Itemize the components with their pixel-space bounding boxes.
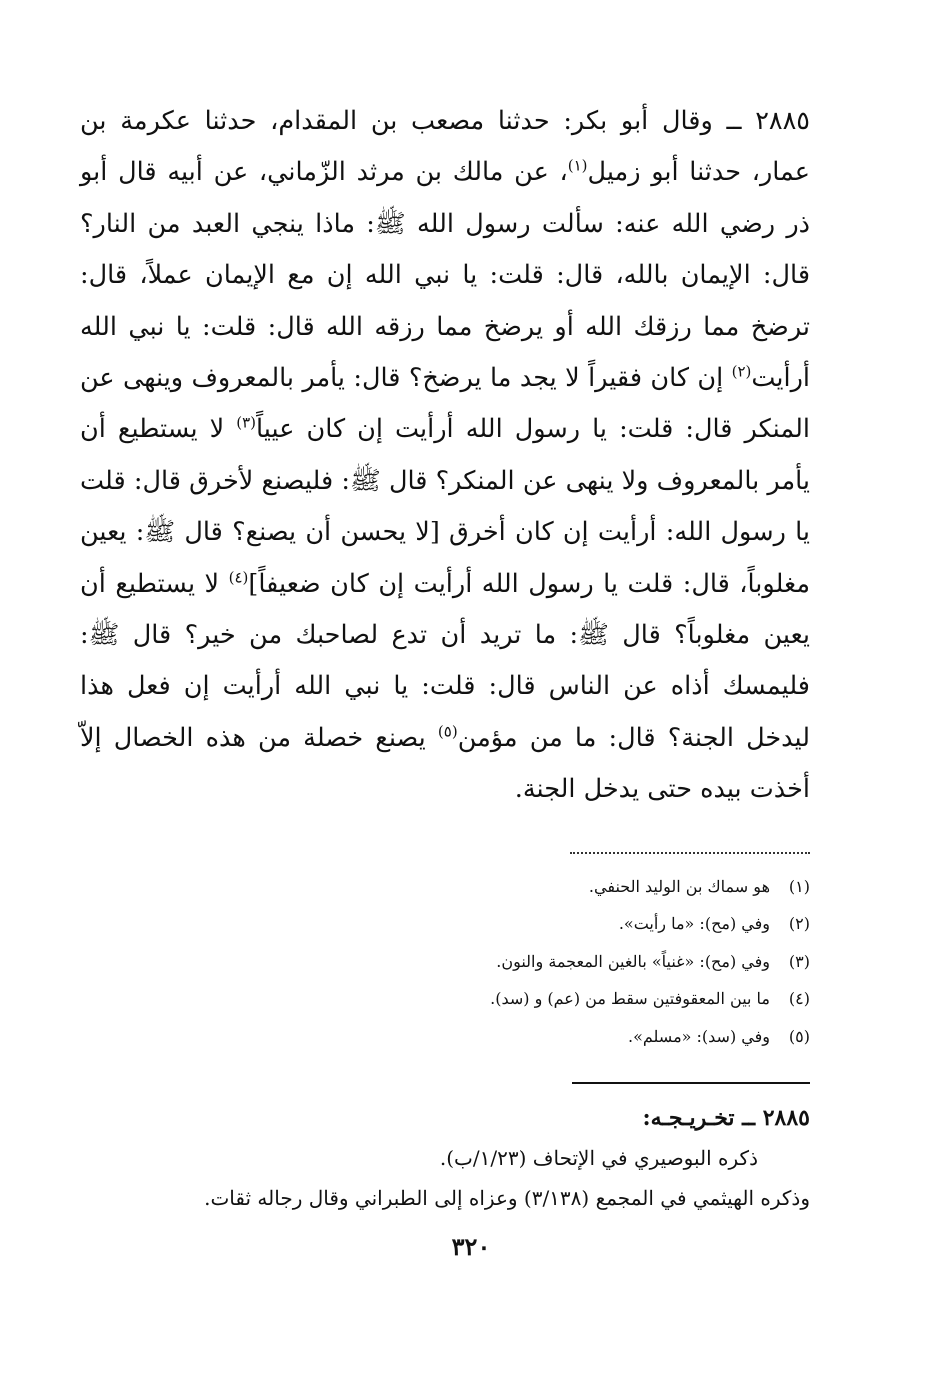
hadith-line: قال أبو ذر رضي الله عنه: سألت رسول الله ﷺ: ماذا ينجي العبد من bbox=[80, 157, 810, 239]
footnote-number: (٤) bbox=[788, 989, 810, 1009]
takhrij-separator bbox=[572, 1082, 810, 1084]
page-number: ٣٢٠ bbox=[451, 1232, 491, 1261]
hadith-line: قال: ترضخ مما رزقك الله أو يرضخ مما رزقه الله قال: قلت: يا نبي الله bbox=[80, 260, 810, 342]
footnote-item bbox=[80, 868, 810, 906]
footnote-separator bbox=[570, 852, 810, 854]
hadith-line: حتى يدخل الجنة. bbox=[514, 774, 692, 805]
footnote-number: (٣) bbox=[788, 951, 810, 971]
footnote-item bbox=[80, 980, 810, 1018]
footnote-number: (١) bbox=[788, 876, 810, 896]
page-content bbox=[80, 96, 810, 1218]
hadith-line: يصنع خصلة من هذه الخصال إلاّ أخذت بيده bbox=[80, 722, 810, 805]
hadith-line: فليمسك أذاه عن الناس قال: قلت: يا نبي الله أرأيت إن فعل هذا ليدخل bbox=[80, 671, 811, 753]
hadith-line: عكرمة بن عمار، حدثنا أبو زميل bbox=[80, 106, 811, 188]
footnote-number: (٥) bbox=[788, 1027, 810, 1047]
footnote-ref[interactable]: (٣) bbox=[236, 413, 257, 432]
hadith-line: يعين مغلوباً؟ قال ﷺ: ما تريد أن تدع لصاحبك من خير؟ قال ﷺ: bbox=[80, 620, 810, 651]
footnote-ref[interactable]: (٥) bbox=[437, 722, 458, 741]
footnotes bbox=[80, 868, 810, 1056]
hadith-line: بالمعروف ولا ينهى عن المنكر؟ قال ﷺ: فليصنع لأخرق قال: قلت bbox=[80, 465, 760, 496]
footnote-text: ما بين المعقوفتين سقط من (عم) و (سد). bbox=[490, 989, 770, 1009]
takhrij-line: ذكره البوصيري في الإتحاف (١/٢٣/ب). bbox=[439, 1145, 758, 1170]
footnote-number: (٢) bbox=[788, 914, 810, 934]
hadith-line: الجنة؟ قال: ما من مؤمن bbox=[457, 722, 734, 753]
footnote-text: هو سماك بن الوليد الحنفي. bbox=[588, 876, 770, 896]
takhrij-heading: ٢٨٨٥ ــ تخـريـجـه: bbox=[642, 1104, 810, 1131]
footnote-ref[interactable]: (٤) bbox=[228, 568, 249, 587]
footnote-item bbox=[80, 1018, 810, 1056]
footnote-text: وفي (مح): «غنياً» بالغين المعجمة والنون. bbox=[496, 951, 770, 971]
footnote-item bbox=[80, 905, 810, 943]
hadith-line: مغلوباً، قال: قلت يا رسول الله أرأيت إن كان ضعيفاً] bbox=[248, 568, 810, 599]
hadith-line: ، عن مالك بن مرثد الزّماني، عن أبيه bbox=[167, 157, 568, 188]
hadith-line: ٢٨٨٥ ــ وقال أبو بكر: حدثنا مصعب بن المقدام، حدثنا bbox=[204, 106, 810, 136]
hadith-line: يا رسول الله: أرأيت إن كان أخرق [لا يحسن أن يصنع؟ قال ﷺ: يعين bbox=[80, 517, 810, 548]
footnote-ref[interactable]: (١) bbox=[567, 156, 588, 175]
footnote-text: وفي (سد): «مسلم». bbox=[627, 1027, 770, 1047]
hadith-line: إن كان فقيراً لا يجد ما يرضخ؟ قال: يأمر بالمعروف وينهى عن bbox=[80, 363, 732, 394]
footnote-ref[interactable]: (٢) bbox=[731, 362, 752, 381]
footnote-item bbox=[80, 943, 810, 981]
footnote-text: وفي (مح): «ما رأيت». bbox=[618, 914, 770, 934]
hadith-line: لا يستطيع أن bbox=[80, 568, 229, 599]
takhrij-line: وذكره الهيثمي في المجمع (٣/١٣٨) وعزاه إلى الطبراني وقال رجاله ثقات. bbox=[204, 1185, 810, 1210]
hadith-line: لا يستطيع أن يأمر bbox=[80, 414, 810, 496]
hadith-text bbox=[80, 96, 810, 816]
hadith-line: النار؟ قال: الإيمان بالله، قال: قلت: يا نبي الله إن مع الإيمان عملاً، bbox=[80, 208, 811, 291]
hadith-line: المنكر قال: قلت: يا رسول الله أرأيت إن كان عيياً bbox=[256, 414, 810, 445]
hadith-line: أرأيت bbox=[751, 363, 810, 394]
